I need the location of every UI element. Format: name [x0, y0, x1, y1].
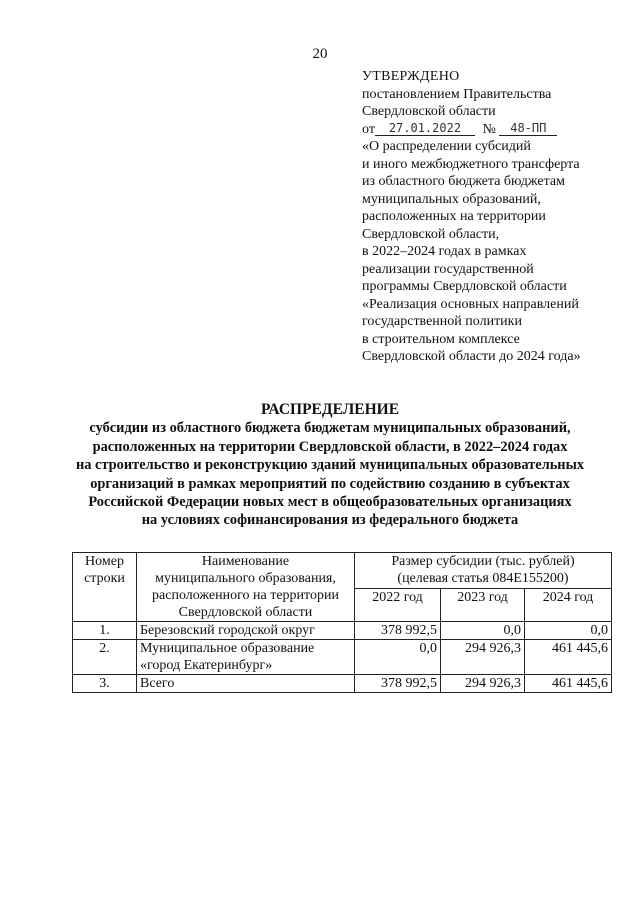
approval-line-1: постановлением Правительства	[362, 86, 552, 102]
header-name-line-3: расположенного на территории	[152, 588, 339, 603]
approval-number: 48-ПП	[499, 121, 557, 136]
header-number-cell	[73, 553, 137, 622]
table-row-total	[73, 675, 612, 693]
document-heading	[40, 401, 620, 530]
header-year-2022: 2022 год	[355, 589, 441, 622]
row-value-2024: 0,0	[525, 622, 612, 640]
table-row	[73, 640, 612, 675]
row-value-2022: 378 992,5	[355, 675, 441, 693]
row-number: 3.	[73, 675, 137, 693]
approval-subject-1: «О распределении субсидий	[362, 139, 531, 154]
approval-date: 27.01.2022	[375, 121, 475, 136]
approval-subject-9: программы Свердловской области	[362, 279, 567, 294]
approval-title: УТВЕРЖДЕНО	[362, 69, 460, 84]
row-value-2022: 0,0	[355, 640, 441, 675]
approval-subject-12: в строительном комплексе	[362, 331, 520, 347]
row-value-2024: 461 445,6	[525, 675, 612, 693]
header-subsidy-cell	[355, 553, 612, 589]
row-value-2024: 461 445,6	[525, 640, 612, 675]
approval-subject-8: реализации государственной	[362, 261, 534, 277]
row-name	[137, 640, 355, 675]
approval-subject-2: и иного межбюджетного трансферта	[362, 156, 580, 172]
row-name: Березовский городской округ	[137, 622, 355, 640]
row-number: 1.	[73, 622, 137, 640]
header-number-line-1: Номер	[85, 554, 124, 569]
row-name-line-1: Муниципальное образование	[140, 641, 315, 656]
heading-line-6: на условиях софинансирования из федерального бюджета	[141, 512, 519, 529]
heading-line-5: Российской Федерации новых мест в общеобразовательных организациях	[88, 494, 572, 511]
heading-line-1: субсидии из областного бюджета бюджетам муниципальных образований,	[89, 420, 571, 437]
table-row	[73, 622, 612, 640]
header-name-line-2: муниципального образования,	[155, 571, 336, 586]
page-number: 20	[312, 46, 328, 62]
row-name-line-2: «город Екатеринбург»	[140, 658, 273, 673]
distribution-table	[72, 552, 612, 693]
row-number: 2.	[73, 640, 137, 675]
header-name-cell	[137, 553, 355, 622]
heading-line-4: организаций в рамках мероприятий по содействию созданию в субъектах	[90, 475, 570, 492]
approval-subject-10: «Реализация основных направлений	[362, 296, 579, 312]
approval-subject-4: муниципальных образований,	[362, 191, 541, 207]
header-row-1	[73, 553, 612, 589]
header-year-2023: 2023 год	[441, 589, 525, 622]
heading-line-3: на строительство и реконструкцию зданий муниципальных образовательных	[75, 457, 585, 474]
approval-subject-13: Свердловской области до 2024 года»	[362, 349, 581, 364]
header-name-line-1: Наименование	[201, 554, 290, 569]
approval-block	[362, 68, 632, 366]
row-value-2023: 0,0	[441, 622, 525, 640]
header-subsidy-line-2: (целевая статья 084Е155200)	[397, 571, 569, 586]
header-name-line-4: Свердловской области	[178, 605, 313, 620]
row-name: Всего	[137, 675, 355, 693]
heading-title: РАСПРЕДЕЛЕНИЕ	[260, 401, 400, 418]
header-number-line-2: строки	[84, 571, 125, 586]
number-prefix: №	[482, 121, 496, 137]
approval-line-2: Свердловской области	[362, 104, 496, 119]
approval-subject-3: из областного бюджета бюджетам	[362, 174, 565, 189]
approval-subject-6: Свердловской области,	[362, 226, 500, 242]
row-value-2023: 294 926,3	[441, 675, 525, 693]
approval-subject-11: государственной политики	[362, 314, 522, 329]
header-subsidy-line-1: Размер субсидии (тыс. рублей)	[391, 554, 575, 569]
approval-subject-7: в 2022–2024 годах в рамках	[362, 244, 527, 259]
approval-date-number-row	[362, 121, 632, 139]
heading-line-2: расположенных на территории Свердловской области, в 2022–2024 годах	[92, 438, 568, 455]
row-value-2022: 378 992,5	[355, 622, 441, 640]
date-prefix: от	[362, 121, 375, 137]
header-year-2024: 2024 год	[525, 589, 612, 622]
row-value-2023: 294 926,3	[441, 640, 525, 675]
approval-subject-5: расположенных на территории	[362, 209, 546, 224]
